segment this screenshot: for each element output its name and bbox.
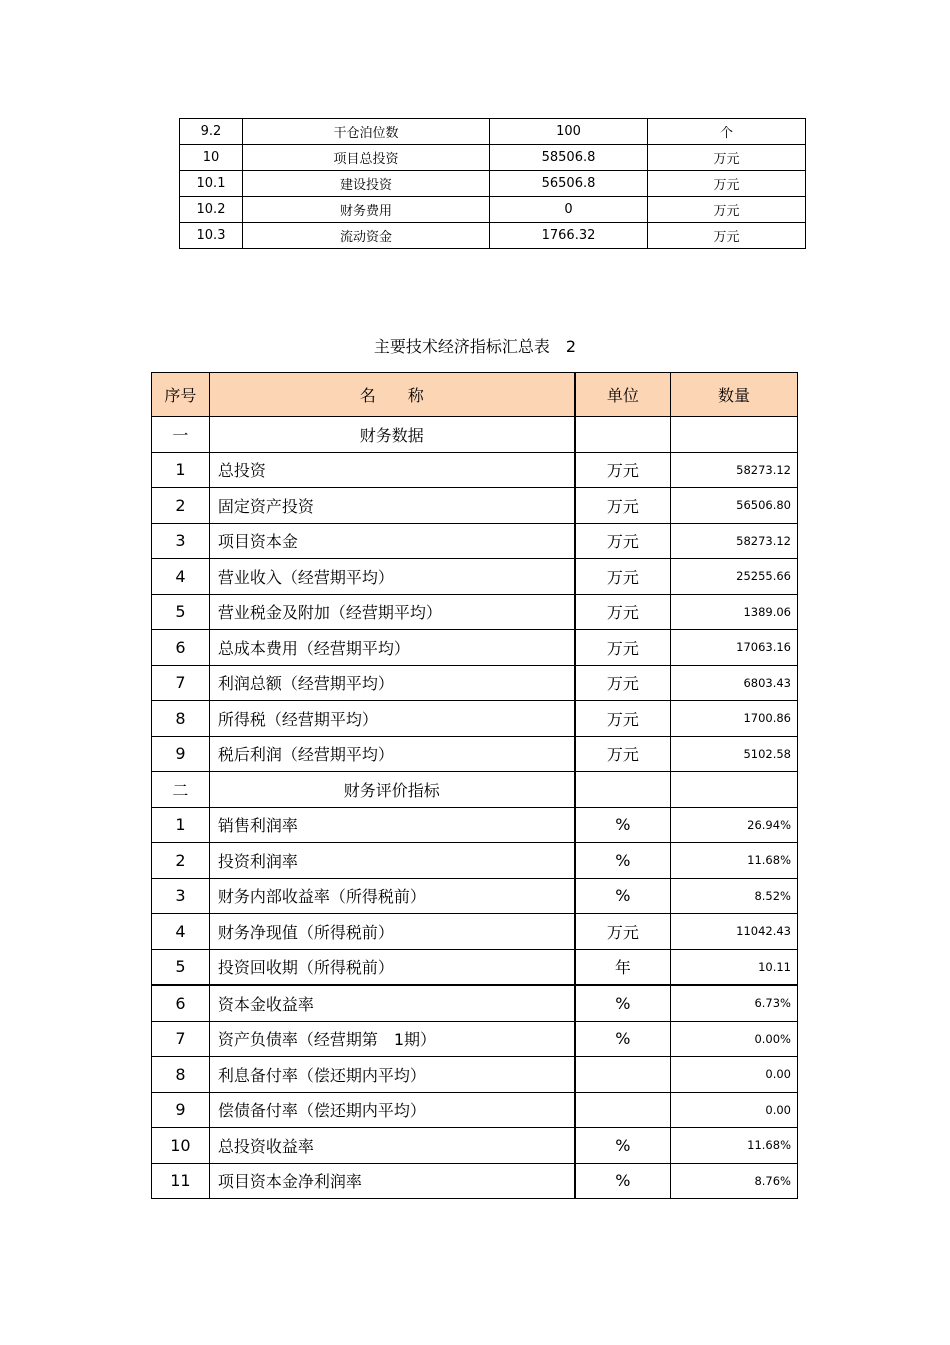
row-value: 0 bbox=[490, 197, 648, 223]
row-unit: % bbox=[575, 807, 671, 843]
table-row bbox=[152, 949, 798, 985]
row-index: 4 bbox=[152, 559, 210, 595]
row-index: 9.2 bbox=[180, 119, 243, 145]
table-row bbox=[180, 119, 806, 145]
row-index: 7 bbox=[152, 665, 210, 701]
section-row bbox=[152, 417, 798, 453]
row-unit: 万元 bbox=[575, 630, 671, 666]
row-index: 10 bbox=[180, 145, 243, 171]
row-unit: % bbox=[575, 1163, 671, 1199]
row-index: 6 bbox=[152, 985, 210, 1021]
row-unit: % bbox=[575, 1128, 671, 1164]
row-name: 项目资本金净利润率 bbox=[209, 1163, 574, 1199]
row-name: 偿债备付率（偿还期内平均） bbox=[209, 1092, 574, 1128]
row-index: 9 bbox=[152, 1092, 210, 1128]
table-row bbox=[180, 145, 806, 171]
row-index: 3 bbox=[152, 523, 210, 559]
row-quantity: 10.11 bbox=[671, 949, 798, 985]
table-row bbox=[152, 488, 798, 524]
row-quantity: 26.94% bbox=[671, 807, 798, 843]
row-quantity: 58273.12 bbox=[671, 452, 798, 488]
row-quantity: 1700.86 bbox=[671, 701, 798, 737]
row-index: 10.1 bbox=[180, 171, 243, 197]
table-row bbox=[152, 1057, 798, 1093]
row-index: 1 bbox=[152, 452, 210, 488]
table-row bbox=[152, 985, 798, 1021]
row-quantity: 0.00 bbox=[671, 1057, 798, 1093]
table-row bbox=[152, 665, 798, 701]
row-index: 10.2 bbox=[180, 197, 243, 223]
row-name: 利润总额（经营期平均） bbox=[209, 665, 574, 701]
investment-table bbox=[179, 118, 806, 249]
row-name: 投资回收期（所得税前） bbox=[209, 949, 574, 985]
row-quantity: 6.73% bbox=[671, 985, 798, 1021]
row-quantity: 0.00% bbox=[671, 1021, 798, 1057]
row-name: 流动资金 bbox=[243, 223, 490, 249]
row-unit: % bbox=[575, 878, 671, 914]
row-quantity: 17063.16 bbox=[671, 630, 798, 666]
row-unit: 万元 bbox=[575, 914, 671, 950]
row-index: 8 bbox=[152, 1057, 210, 1093]
row-index: 2 bbox=[152, 843, 210, 879]
row-unit: % bbox=[575, 985, 671, 1021]
indicators-table bbox=[151, 372, 798, 1199]
row-quantity: 0.00 bbox=[671, 1092, 798, 1128]
row-unit: 个 bbox=[648, 119, 806, 145]
row-quantity: 58273.12 bbox=[671, 523, 798, 559]
row-unit: 万元 bbox=[648, 197, 806, 223]
section-index: 一 bbox=[152, 417, 210, 453]
row-index: 10 bbox=[152, 1128, 210, 1164]
row-unit: 万元 bbox=[575, 523, 671, 559]
table-row bbox=[152, 701, 798, 737]
row-name: 财务内部收益率（所得税前） bbox=[209, 878, 574, 914]
table-row bbox=[152, 843, 798, 879]
row-unit: 万元 bbox=[575, 665, 671, 701]
section-index: 二 bbox=[152, 772, 210, 808]
table-row bbox=[152, 594, 798, 630]
table-row bbox=[152, 1128, 798, 1164]
row-name: 利息备付率（偿还期内平均） bbox=[209, 1057, 574, 1093]
row-name: 建设投资 bbox=[243, 171, 490, 197]
row-index: 4 bbox=[152, 914, 210, 950]
row-name: 干仓泊位数 bbox=[243, 119, 490, 145]
row-value: 58506.8 bbox=[490, 145, 648, 171]
table-row bbox=[180, 171, 806, 197]
row-quantity: 1389.06 bbox=[671, 594, 798, 630]
table-row bbox=[152, 559, 798, 595]
row-name: 投资利润率 bbox=[209, 843, 574, 879]
row-unit: 万元 bbox=[575, 488, 671, 524]
row-index: 3 bbox=[152, 878, 210, 914]
row-quantity: 11042.43 bbox=[671, 914, 798, 950]
row-unit: % bbox=[575, 1021, 671, 1057]
row-name: 项目总投资 bbox=[243, 145, 490, 171]
row-quantity: 5102.58 bbox=[671, 736, 798, 772]
header-row bbox=[152, 373, 798, 417]
header-index: 序号 bbox=[152, 373, 210, 417]
row-quantity: 56506.80 bbox=[671, 488, 798, 524]
row-name: 资产负债率（经营期第 1期） bbox=[209, 1021, 574, 1057]
row-value: 100 bbox=[490, 119, 648, 145]
table-row bbox=[152, 1092, 798, 1128]
row-index: 5 bbox=[152, 949, 210, 985]
row-name: 资本金收益率 bbox=[209, 985, 574, 1021]
row-unit bbox=[575, 1092, 671, 1128]
table-row bbox=[180, 223, 806, 249]
row-index: 1 bbox=[152, 807, 210, 843]
table-row bbox=[152, 914, 798, 950]
row-name: 财务费用 bbox=[243, 197, 490, 223]
row-index: 11 bbox=[152, 1163, 210, 1199]
table-row bbox=[152, 523, 798, 559]
row-name: 营业税金及附加（经营期平均） bbox=[209, 594, 574, 630]
row-unit bbox=[575, 1057, 671, 1093]
table-row bbox=[152, 452, 798, 488]
row-unit: 万元 bbox=[575, 594, 671, 630]
row-unit: 万元 bbox=[575, 559, 671, 595]
row-name: 固定资产投资 bbox=[209, 488, 574, 524]
row-index: 2 bbox=[152, 488, 210, 524]
row-name: 税后利润（经营期平均） bbox=[209, 736, 574, 772]
row-unit: 万元 bbox=[648, 145, 806, 171]
table-row bbox=[152, 1163, 798, 1199]
table-row bbox=[152, 736, 798, 772]
table-row bbox=[152, 630, 798, 666]
row-name: 销售利润率 bbox=[209, 807, 574, 843]
table-title: 主要技术经济指标汇总表 2 bbox=[373, 337, 577, 356]
row-name: 总成本费用（经营期平均） bbox=[209, 630, 574, 666]
row-name: 总投资收益率 bbox=[209, 1128, 574, 1164]
section-name: 财务数据 bbox=[209, 417, 574, 453]
row-value: 56506.8 bbox=[490, 171, 648, 197]
header-quantity: 数量 bbox=[671, 373, 798, 417]
row-name: 项目资本金 bbox=[209, 523, 574, 559]
row-unit: 万元 bbox=[648, 223, 806, 249]
table-row bbox=[152, 807, 798, 843]
row-unit: 万元 bbox=[648, 171, 806, 197]
row-quantity: 11.68% bbox=[671, 843, 798, 879]
row-unit: % bbox=[575, 843, 671, 879]
row-unit: 万元 bbox=[575, 736, 671, 772]
section-name: 财务评价指标 bbox=[209, 772, 574, 808]
row-quantity: 11.68% bbox=[671, 1128, 798, 1164]
row-quantity: 25255.66 bbox=[671, 559, 798, 595]
row-index: 9 bbox=[152, 736, 210, 772]
header-name: 名 称 bbox=[209, 373, 574, 417]
row-unit: 万元 bbox=[575, 452, 671, 488]
row-index: 8 bbox=[152, 701, 210, 737]
row-unit: 万元 bbox=[575, 701, 671, 737]
row-index: 5 bbox=[152, 594, 210, 630]
row-quantity: 8.76% bbox=[671, 1163, 798, 1199]
row-name: 所得税（经营期平均） bbox=[209, 701, 574, 737]
table-row bbox=[152, 1021, 798, 1057]
row-name: 财务净现值（所得税前） bbox=[209, 914, 574, 950]
table-row bbox=[180, 197, 806, 223]
row-name: 营业收入（经营期平均） bbox=[209, 559, 574, 595]
table-row bbox=[152, 878, 798, 914]
row-name: 总投资 bbox=[209, 452, 574, 488]
row-index: 7 bbox=[152, 1021, 210, 1057]
row-value: 1766.32 bbox=[490, 223, 648, 249]
row-unit: 年 bbox=[575, 949, 671, 985]
row-quantity: 6803.43 bbox=[671, 665, 798, 701]
header-unit: 单位 bbox=[575, 373, 671, 417]
row-index: 10.3 bbox=[180, 223, 243, 249]
row-index: 6 bbox=[152, 630, 210, 666]
row-quantity: 8.52% bbox=[671, 878, 798, 914]
section-row bbox=[152, 772, 798, 808]
table-body bbox=[152, 417, 798, 1199]
